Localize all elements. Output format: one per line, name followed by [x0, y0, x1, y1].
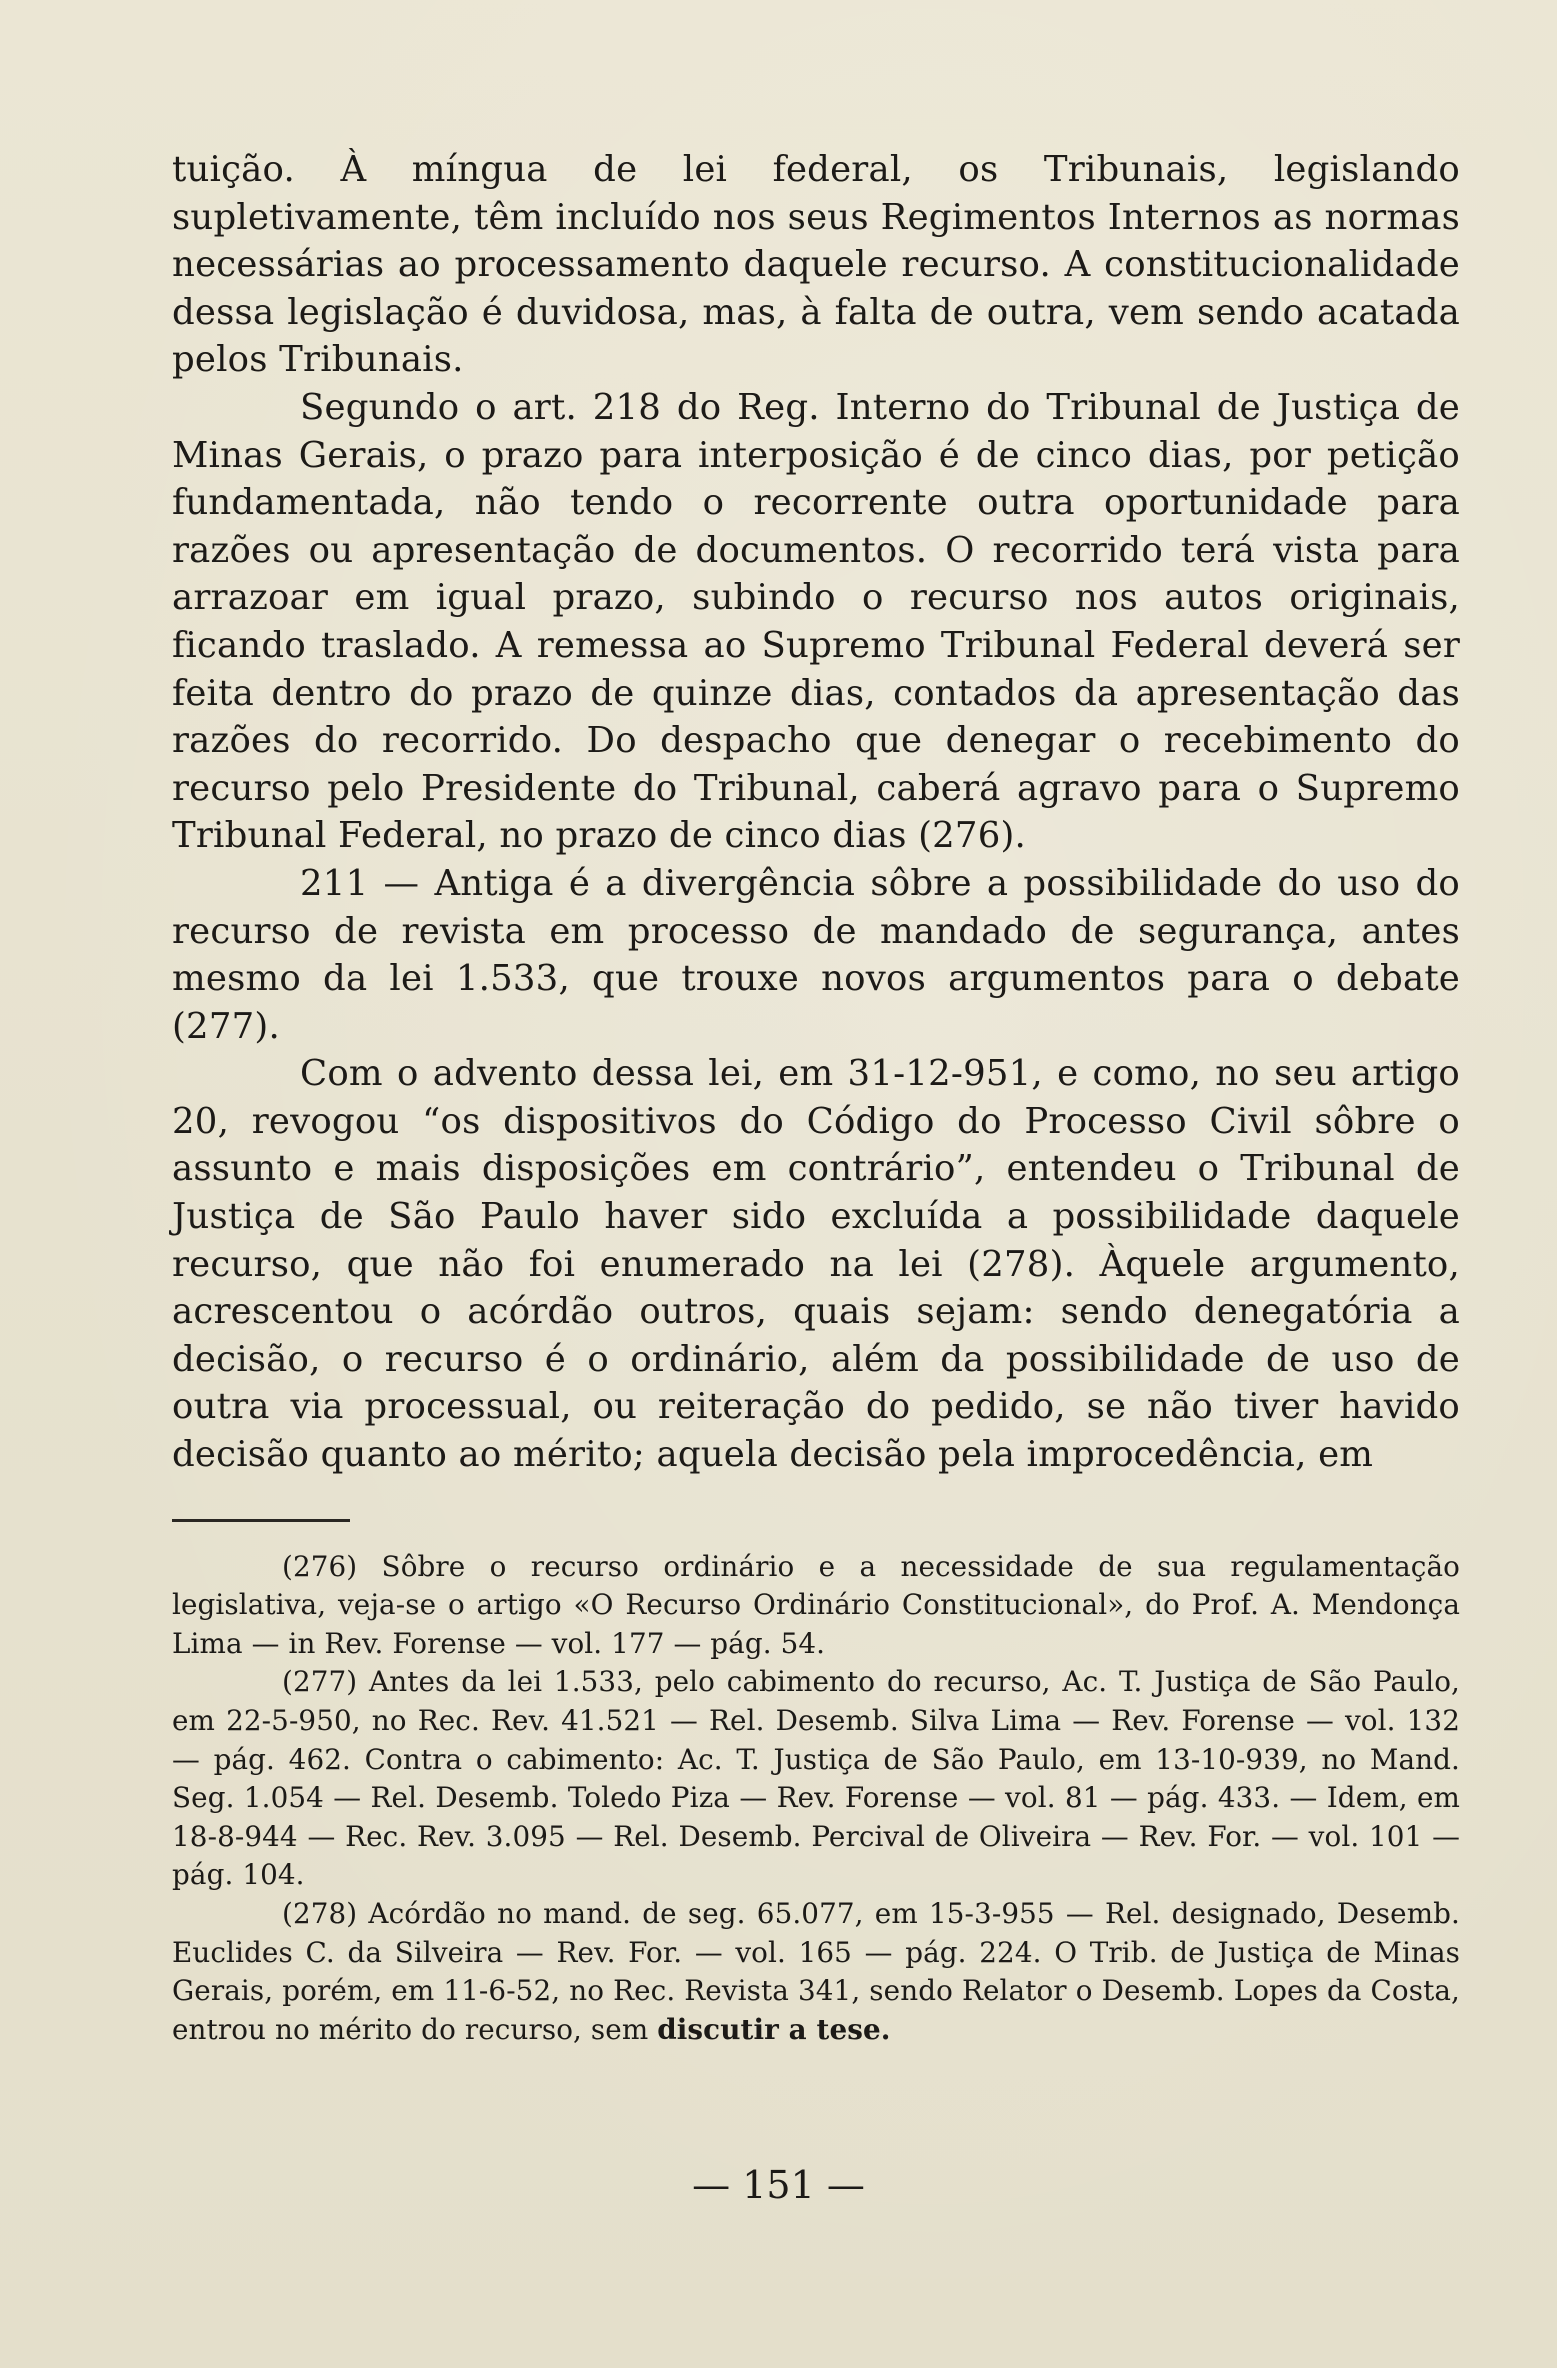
- paragraph-lei-1533: Com o advento dessa lei, em 31-12-951, e como, no seu artigo 20, revogou “os dispositivos do Código do Processo Civil sôbre o assunto e mais disposições em contrário”, entendeu o Tribunal de Justiça de São Paulo haver sido excluída a possibilidade daquele recurso, que não foi enumerado na lei (278). Àquele argumento, acrescentou o acórdão outros, quais sejam: sendo denegatória a decisão, o recurso é o ordinário, além da possibilidade de uso de outra via processual, ou reiteração do pedido, se não tiver havido decisão quanto ao mérito; aquela decisão pela improcedência, em: [172, 1053, 1460, 1476]
- body-text: [172, 146, 1460, 1479]
- paragraph-continuation: tuição. À míngua de lei federal, os Tribunais, legislando supletivamente, têm incluído nos seus Regimentos Internos as normas necessárias ao processamento daquele recurso. A constitucionalidade dessa legislação é duvidosa, mas, à falta de outra, vem sendo acatada pelos Tribunais.: [172, 149, 1460, 381]
- paragraph-211: 211 — Antiga é a divergência sôbre a possibilidade do uso do recurso de revista em processo de mandado de segurança, antes mesmo da lei 1.533, que trouxe novos argumentos para o debate (277).: [172, 862, 1460, 1047]
- footnote-278: [172, 1895, 1460, 2049]
- text-block: [172, 146, 1460, 2049]
- page-number: — 151 —: [692, 2163, 865, 2207]
- footnote-278-text: (278) Acórdão no mand. de seg. 65.077, em 15-3-955 — Rel. designado, Desemb. Euclides C. da Silveira — Rev. For. — vol. 165 — pág. 224. O Trib. de Justiça de Minas Gerais, porém, em 11-6-52, no Rec. Revista 341, sendo Relator o Desemb. Lopes da Costa, entrou no mérito do recurso, sem: [172, 1896, 1460, 2046]
- footnote-278-ending: discutir a tese.: [657, 2012, 891, 2046]
- footnote-276: (276) Sôbre o recurso ordinário e a necessidade de sua regulamentação legislativa, veja-se o artigo «O Recurso Ordinário Constitucional», do Prof. A. Mendonça Lima — in Rev. Forense — vol. 177 — pág. 54.: [172, 1549, 1460, 1660]
- paragraph-art-218: Segundo o art. 218 do Reg. Interno do Tribunal de Justiça de Minas Gerais, o prazo para interposição é de cinco dias, por petição fundamentada, não tendo o recorrente outra oportunidade para razões ou apresentação de documentos. O recorrido terá vista para arrazoar em igual prazo, subindo o recurso nos autos originais, ficando traslado. A remessa ao Supremo Tribunal Federal deverá ser feita dentro do prazo de quinze dias, contados da apresentação das razões do recorrido. Do despacho que denegar o recebimento do recurso pelo Presidente do Tribunal, caberá agravo para o Supremo Tribunal Federal, no prazo de cinco dias (276).: [172, 386, 1460, 857]
- footnote-divider: [172, 1519, 350, 1522]
- footnotes: [172, 1548, 1460, 2050]
- footnote-277: (277) Antes da lei 1.533, pelo cabimento do recurso, Ac. T. Justiça de São Paulo, em 22-5-950, no Rec. Rev. 41.521 — Rel. Desemb. Silva Lima — Rev. Forense — vol. 132 — pág. 462. Contra o cabimento: Ac. T. Justiça de São Paulo, em 13-10-939, no Mand. Seg. 1.054 — Rel. Desemb. Toledo Piza — Rev. Forense — vol. 81 — pág. 433. — Idem, em 18-8-944 — Rec. Rev. 3.095 — Rel. Desemb. Percival de Oliveira — Rev. For. — vol. 101 — pág. 104.: [172, 1665, 1460, 1892]
